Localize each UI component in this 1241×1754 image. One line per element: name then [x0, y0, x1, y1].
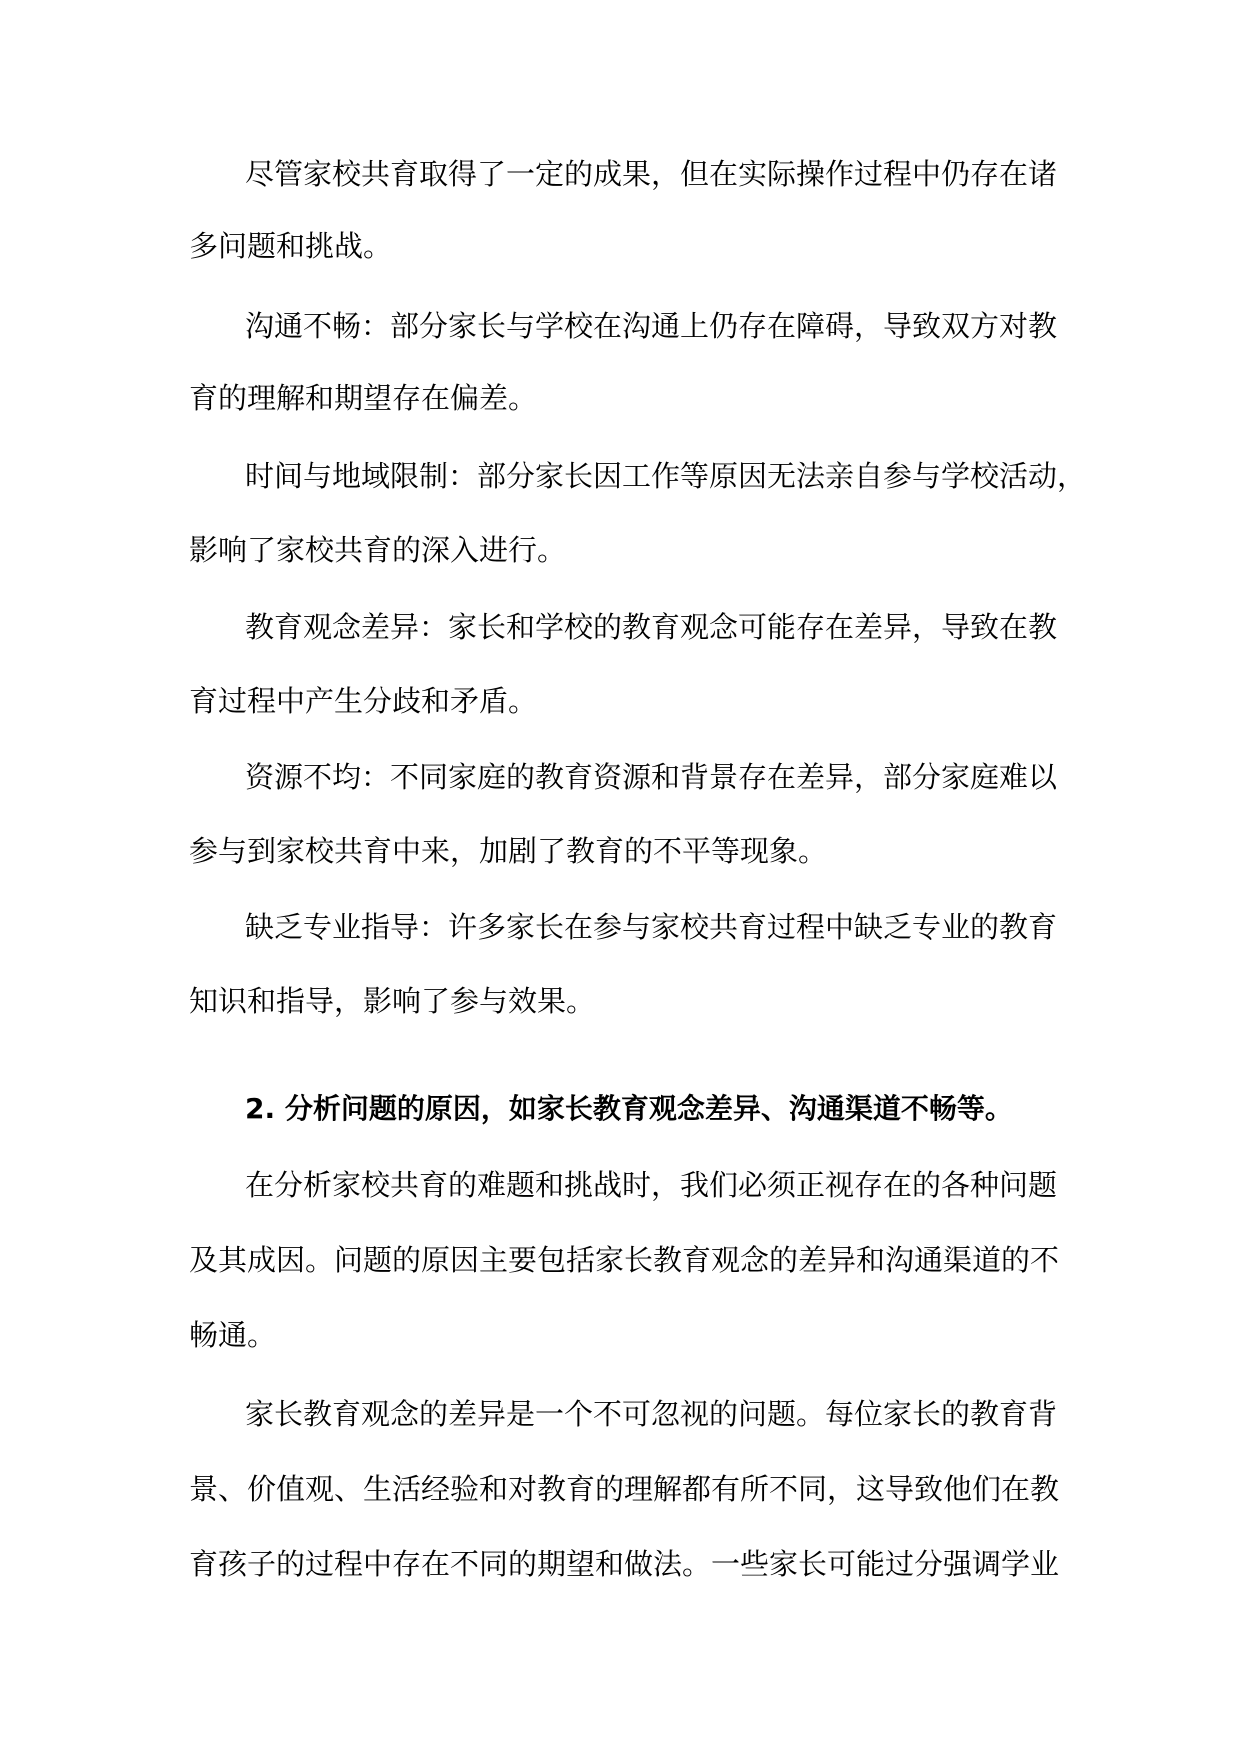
paragraph-analysis-line-3: 畅通。 — [189, 1318, 277, 1352]
paragraph-parent-concepts-line-2: 景、价值观、生活经验和对教育的理解都有所不同，这导致他们在教 — [189, 1472, 1060, 1506]
paragraph-guidance-line-1: 缺乏专业指导：许多家长在参与家校共育过程中缺乏专业的教育 — [245, 910, 1058, 944]
paragraph-parent-concepts-line-1: 家长教育观念的差异是一个不可忽视的问题。每位家长的教育背 — [245, 1397, 1058, 1431]
paragraph-resources-line-2: 参与到家校共育中来，加剧了教育的不平等现象。 — [189, 834, 828, 868]
paragraph-time-line-1: 时间与地域限制：部分家长因工作等原因无法亲自参与学校活动， — [245, 459, 1087, 493]
paragraph-intro-line-1: 尽管家校共育取得了一定的成果，但在实际操作过程中仍存在诸 — [245, 157, 1058, 191]
paragraph-concept-line-2: 育过程中产生分歧和矛盾。 — [189, 684, 538, 718]
paragraph-communication-line-2: 育的理解和期望存在偏差。 — [189, 381, 538, 415]
paragraph-guidance-line-2: 知识和指导，影响了参与效果。 — [189, 984, 596, 1018]
paragraph-intro-line-2: 多问题和挑战。 — [189, 229, 393, 263]
paragraph-time-line-2: 影响了家校共育的深入进行。 — [189, 533, 567, 567]
section-heading: 2. 分析问题的原因，如家长教育观念差异、沟通渠道不畅等。 — [245, 1092, 1013, 1125]
paragraph-communication-line-1: 沟通不畅：部分家长与学校在沟通上仍存在障碍，导致双方对教 — [245, 309, 1058, 343]
paragraph-analysis-line-1: 在分析家校共育的难题和挑战时，我们必须正视存在的各种问题 — [245, 1168, 1058, 1202]
paragraph-parent-concepts-line-3: 育孩子的过程中存在不同的期望和做法。一些家长可能过分强调学业 — [189, 1547, 1060, 1581]
paragraph-concept-line-1: 教育观念差异：家长和学校的教育观念可能存在差异，导致在教 — [245, 610, 1058, 644]
paragraph-resources-line-1: 资源不均：不同家庭的教育资源和背景存在差异，部分家庭难以 — [245, 760, 1058, 794]
paragraph-analysis-line-2: 及其成因。问题的原因主要包括家长教育观念的差异和沟通渠道的不 — [189, 1243, 1060, 1277]
